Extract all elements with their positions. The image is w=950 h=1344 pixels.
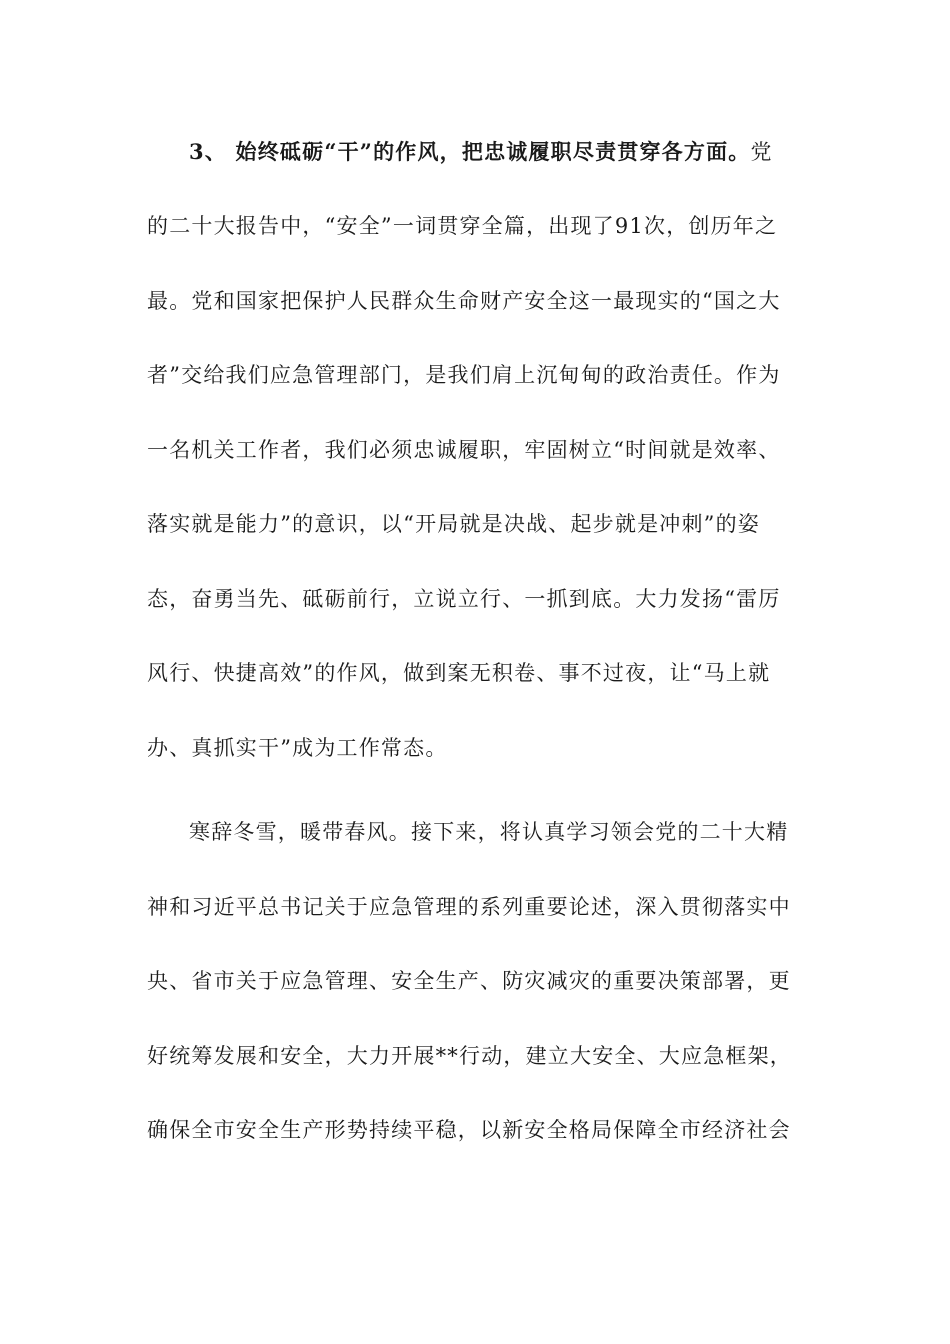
paragraph-line: 落实就是能力”的意识，以“开局就是决战、起步就是冲刺”的姿 — [147, 512, 761, 536]
body-text: 党 — [750, 140, 773, 164]
paragraph-line: 风行、快捷高效”的作风，做到案无积卷、事不过夜，让“马上就 — [147, 661, 771, 685]
section-heading: 3、 始终砥砺“干”的作风，把忠诚履职尽责贯穿各方面。 — [189, 139, 751, 164]
paragraph-line: 央、省市关于应急管理、安全生产、防灾减灾的重要决策部署，更 — [147, 969, 791, 993]
paragraph-line: 的二十大报告中，“安全”一词贯穿全篇，出现了91次，创历年之 — [147, 214, 778, 238]
paragraph-line: 者”交给我们应急管理部门，是我们肩上沉甸甸的政治责任。作为 — [147, 363, 781, 387]
paragraph-line: 寒辞冬雪，暖带春风。接下来，将认真学习领会党的二十大精 — [189, 820, 789, 844]
paragraph-line: 态，奋勇当先、砥砺前行，立说立行、一抓到底。大力发扬“雷厉 — [147, 587, 781, 611]
paragraph-line: 一名机关工作者，我们必须忠诚履职，牢固树立“时间就是效率、 — [147, 438, 781, 462]
paragraph-line: 确保全市安全生产形势持续平稳，以新安全格局保障全市经济社会 — [147, 1118, 791, 1142]
paragraph-line: 最。党和国家把保护人民群众生命财产安全这一最现实的“国之大 — [147, 289, 781, 313]
paragraph-line: 好统筹发展和安全，大力开展**行动，建立大安全、大应急框架， — [147, 1044, 792, 1068]
paragraph-line: 办、真抓实干”成为工作常态。 — [147, 736, 448, 760]
paragraph-line — [189, 132, 849, 172]
paragraph-line: 神和习近平总书记关于应急管理的系列重要论述，深入贯彻落实中 — [147, 895, 791, 919]
